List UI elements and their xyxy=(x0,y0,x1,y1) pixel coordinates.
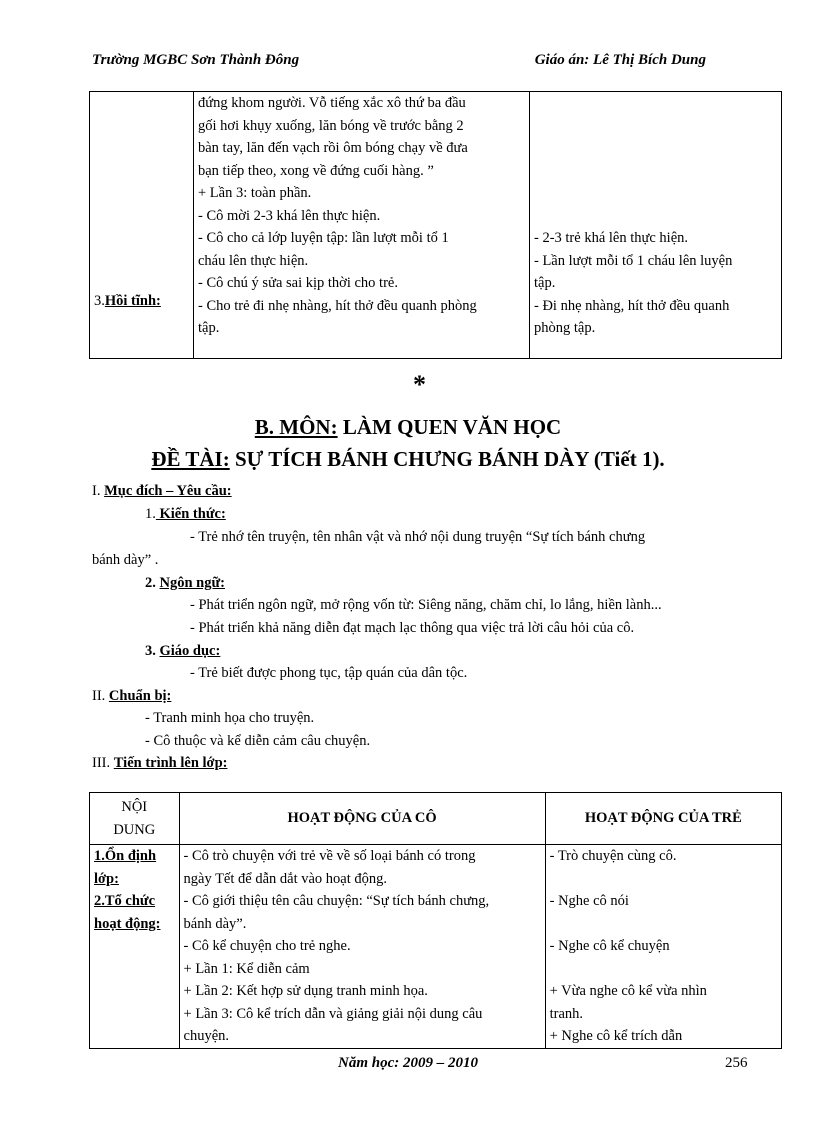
preparation-text-2: - Cô thuộc và kể diễn cảm câu chuyện. xyxy=(145,733,371,749)
text-line: - Nghe cô nói xyxy=(549,893,629,909)
text-line: - Đi nhẹ nhàng, hít thở đều quanh xyxy=(534,297,730,314)
text-line: - 2-3 trẻ khá lên thực hiện. xyxy=(534,230,689,246)
asterisk-divider: * xyxy=(413,370,426,399)
subsection-education: 3. Giáo dục: xyxy=(145,643,221,659)
text-line xyxy=(550,913,777,936)
text-line: - Cho trẻ đi nhẹ nhàng, hít thở đều quanh phòng xyxy=(198,297,477,314)
text-line: - Cô kể chuyện cho trẻ nghe. xyxy=(183,938,351,954)
knowledge-text-2: bánh dày” . xyxy=(92,552,159,568)
preparation-text-1: - Tranh minh họa cho truyện. xyxy=(145,710,315,726)
text-line: - Cô mời 2-3 khá lên thực hiện. xyxy=(198,207,381,224)
text-line xyxy=(550,868,777,891)
text-line: tranh. xyxy=(549,1005,584,1022)
table2-col-children xyxy=(545,845,781,1049)
page-number: 256 xyxy=(725,1055,748,1071)
subsection-knowledge: 1. Kiến thức: xyxy=(145,506,226,522)
procedure-table xyxy=(89,792,782,1049)
table1-section-label: 3.Hồi tĩnh: xyxy=(94,293,161,309)
table1-col-content xyxy=(90,92,194,359)
text-line: - Cô trò chuyện với trẻ về về số loại bánh có trong xyxy=(183,848,476,864)
text-line: + Lần 3: Cô kể trích dẫn và giảng giải nội dung câu xyxy=(183,1005,483,1022)
text-line: + Vừa nghe cô kể vừa nhìn xyxy=(549,983,707,999)
text-line xyxy=(534,182,777,205)
header-children-activity: HOẠT ĐỘNG CỦA TRẺ xyxy=(545,793,781,845)
text-line: ngày Tết để dẫn dắt vào hoạt động. xyxy=(183,870,387,887)
text-line: - Cô cho cả lớp luyện tập: lần lượt mỗi tổ 1 xyxy=(198,230,449,246)
knowledge-text-1: - Trẻ nhớ tên truyện, tên nhân vật và nhớ nội dung truyện “Sự tích bánh chưng xyxy=(190,529,646,545)
text-line: gối hơi khụy xuống, lăn bóng về trước bằng 2 xyxy=(198,117,464,134)
text-line: - Nghe cô kể chuyện xyxy=(549,938,670,954)
table2-col-teacher xyxy=(179,845,545,1049)
text-line: bánh dày”. xyxy=(183,915,247,932)
text-line: đứng khom người. Vỗ tiếng xắc xô thứ ba đầu xyxy=(198,95,466,111)
text-line: + Lần 3: toàn phần. xyxy=(198,185,312,201)
section-procedure: III. Tiến trình lên lớp: xyxy=(92,755,228,771)
text-line: + Lần 1: Kể diễn cảm xyxy=(183,960,310,977)
text-line: tập. xyxy=(198,320,220,336)
language-text-1: - Phát triển ngôn ngữ, mở rộng vốn từ: Siêng năng, chăm chỉ, lo lắng, hiền lành... xyxy=(190,597,662,613)
text-line xyxy=(534,160,777,183)
text-line: bàn tay, lăn đến vạch rồi ôm bóng chạy về đưa xyxy=(198,140,468,156)
school-year-footer: Năm học: 2009 – 2010 xyxy=(338,1055,478,1071)
table2-col-content: 1.Ổn định lớp: 2.Tổ chức hoạt động: xyxy=(90,845,180,1049)
header-content: NỘI DUNG xyxy=(90,793,180,845)
header-author: Giáo án: Lê Thị Bích Dung xyxy=(534,52,706,68)
text-line: - Lần lượt mỗi tổ 1 cháu lên luyện xyxy=(534,252,733,269)
text-line: tập. xyxy=(534,275,556,291)
subject-title: B. MÔN: LÀM QUEN VĂN HỌC xyxy=(254,415,562,439)
text-line xyxy=(534,92,777,115)
table1-col-children xyxy=(530,92,782,359)
text-line: - Cô chú ý sửa sai kịp thời cho trẻ. xyxy=(198,275,398,291)
header-school: Trường MGBC Sơn Thành Đông xyxy=(92,52,300,68)
text-line xyxy=(534,205,777,228)
header-teacher-activity: HOẠT ĐỘNG CỦA CÔ xyxy=(179,793,545,845)
text-line xyxy=(550,958,777,981)
text-line xyxy=(534,137,777,160)
text-line: bạn tiếp theo, xong về đứng cuối hàng. ” xyxy=(198,162,434,179)
section-purpose: I. Mục đích – Yêu cầu: xyxy=(92,483,232,499)
text-line: chuyện. xyxy=(183,1028,230,1044)
language-text-2: - Phát triển khả năng diễn đạt mạch lạc thông qua việc trả lời câu hỏi của cô. xyxy=(190,620,635,636)
text-line: - Cô giới thiệu tên câu chuyện: “Sự tích bánh chưng, xyxy=(183,893,490,909)
topic-title: ĐỀ TÀI: SỰ TÍCH BÁNH CHƯNG BÁNH DÀY (Tiết 1). xyxy=(151,447,665,471)
text-line: - Trò chuyện cùng cô. xyxy=(549,848,677,864)
activity-table-continued xyxy=(89,91,782,359)
text-line: + Lần 2: Kết hợp sử dụng tranh minh họa. xyxy=(183,983,428,999)
text-line: phòng tập. xyxy=(534,320,596,336)
text-line xyxy=(534,115,777,138)
text-line: + Nghe cô kể trích dẫn xyxy=(549,1028,683,1044)
section-preparation: II. Chuẩn bị: xyxy=(92,688,172,704)
table1-col-teacher xyxy=(194,92,530,359)
subsection-language: 2. Ngôn ngữ: xyxy=(145,575,226,591)
education-text-1: - Trẻ biết được phong tục, tập quán của dân tộc. xyxy=(190,665,468,681)
text-line: cháu lên thực hiện. xyxy=(198,252,309,269)
